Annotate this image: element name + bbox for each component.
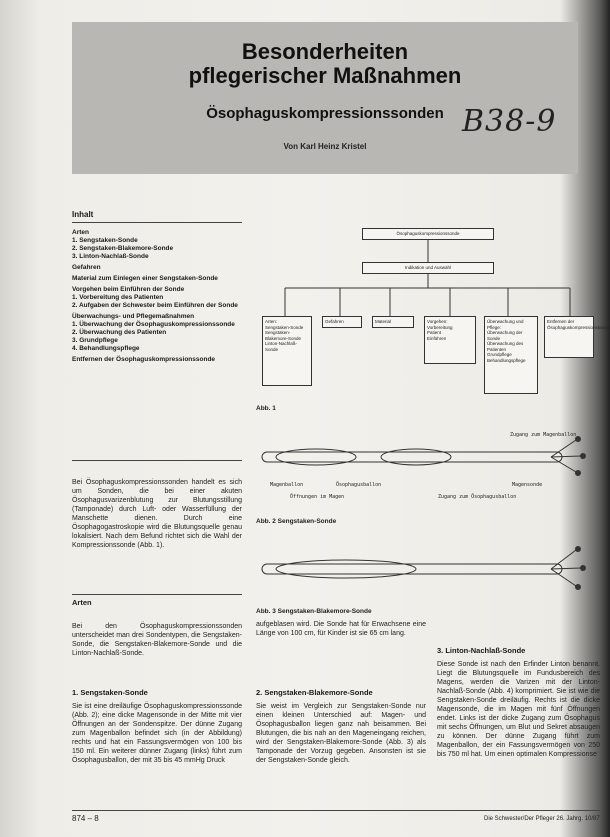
toc-entry: Arten <box>72 229 89 236</box>
intro-paragraph: Bei Ösophaguskompressionssonden handelt es sich um Sonden, die bei einer akuten Ösophagusvarizenblutung zur Blutungsstillung (Tamponade) durch Luft- oder Wasserfüllung der Manschette dienen. Durch eine Ösophagogastroskopie wird die Blutungsquelle genau lokalisiert. Nach dem Befund richtet sich die Wahl der Kompressionssonde (Abb. 1). <box>72 479 242 549</box>
arten-rule <box>72 594 242 595</box>
diagram-branch-ueberwachung: Überwachung und Pflege: Überwachung der Sonde Überwachung des Patienten Grundpflege Behandlungspflege <box>484 316 538 394</box>
diagram-branch-material: Material <box>372 316 414 328</box>
toc-entry: 1. Überwachung der Ösophaguskompressionssonde <box>72 321 235 328</box>
linton-heading: 3. Linton-Nachlaß-Sonde <box>437 646 526 655</box>
toc-bottom-rule <box>72 460 242 461</box>
diagram-second-box: Indikation und Auswahl <box>362 262 494 274</box>
handwritten-note: B38-9 <box>462 104 557 139</box>
label-zugang-oesophagus: Zugang zum Ösophagusballon <box>438 494 517 500</box>
toc-entry: Überwachungs- und Pflegemaßnahmen <box>72 313 195 320</box>
linton-text: Diese Sonde ist nach den Erfinder Linton benannt. Liegt die Blutungsquelle im Fundusbereich des Magens, werden die Varizen mit der Linton-Nachlaß-Sonde (Abb. 4) komprimiert. Sie ist wie die Sengstaken-Sonde dreiläufig. Rechts ist die dicke Magensonde, die im Magen mit fünf Öffnungen endet. Links ist der dicke Zugang zum Ösophagus mit sechs Öffnungen, um Blut und Sekret absaugen zu können. Der dünne Zugang führt zum Magenballon, der ein Fassungsvermögen von 250 bis 750 ml hat. Um einen optimalen Kompressionse <box>437 661 600 758</box>
toc-entry: 2. Aufgaben der Schwester beim Einführen der Sonde <box>72 302 238 309</box>
abb1-caption: Abb. 1 <box>256 405 276 412</box>
blakemore-text: Sie weist im Vergleich zur Sengstaken-Sonde nur einen kleinen Unterschied auf: Magen- und Ösophagusballon liegen ganz nah beisammen. Bei Blutungen, die bis nah an den Mageneingang reichen, wird der Sengstaken-Blakemore-Sonde (Abb. 3) als Tamponade der Vorzug gegeben. Ansonsten ist sie der Sengstaken-Sonde gleich. <box>256 703 426 764</box>
toc-entry: Vorgehen beim Einführen der Sonde <box>72 286 185 293</box>
diagram-branch-arten: Arten: Sengstaken-Sonde Sengstaken-Blakemore-Sonde Linton-Nachlaß-Sonde <box>262 316 312 386</box>
diagram-top-box: Ösophaguskompressionssonde <box>362 228 494 240</box>
label-oesophagusballon: Ösophagusballon <box>336 482 382 488</box>
footer-rule <box>72 810 600 811</box>
table-of-contents <box>72 210 242 364</box>
label-magensonde: Magensonde <box>512 482 543 488</box>
toc-entry: 2. Überwachung des Patienten <box>72 329 167 336</box>
toc-entry: 2. Sengstaken-Blakemore-Sonde <box>72 245 174 252</box>
abb2-caption: Abb. 2 Sengstaken-Sonde <box>256 518 337 525</box>
title-line-1: Besonderheiten <box>241 39 409 64</box>
diagram-branch-vorgehen: Vorgehen: Vorbereitung Patient Einführen <box>424 316 476 364</box>
toc-entries <box>72 229 242 364</box>
diagram-branch-entfernen: Entfernen der Ösophaguskompressionssonde <box>544 316 594 358</box>
label-oeffnungen: Öffnungen im Magen <box>290 494 345 500</box>
diagram-connectors <box>250 238 600 318</box>
subtitle: Ösophaguskompressionssonden <box>206 105 444 122</box>
col2-top-text: aufgeblasen wird. Die Sonde hat für Erwachsene eine Länge von 100 cm, für Kinder ist sie 65 cm lang. <box>256 621 426 637</box>
journal-footer: Die Schwester/Der Pfleger 26. Jahrg. 10/87 <box>484 816 600 822</box>
arten-text: Bei den Ösophaguskompressionssonden unterscheidet man drei Sondentypen, die Sengstaken-Sonde, die Sengstaken-Blakemore-Sonde und die Linton-Nachlaß-Sonde. <box>72 623 242 657</box>
author: Von Karl Heinz Kristel <box>283 142 367 151</box>
sengstaken-text: Sie ist eine dreiläufige Ösophaguskompressionssonde (Abb. 2); eine dicke Magensonde in der Mitte mit vier Öffnungen an der Sondenspitze. Der dünne Zugang zum Magenballon befindet sich (in der Abbildung) rechts und hat ein Fassungsvermögen von 100 bis 150 ml. Ein weiterer dünner Zugang (links) führt zum Ösophagusballon, der mit 35 bis 45 mmHg Druck <box>72 703 242 764</box>
toc-entry: Material zum Einlegen einer Sengstaken-Sonde <box>72 275 218 282</box>
abb3-illustration <box>256 534 596 604</box>
toc-entry: 1. Sengstaken-Sonde <box>72 237 138 244</box>
arten-heading: Arten <box>72 598 92 607</box>
page-number: 874 – 8 <box>72 814 99 823</box>
toc-entry: 3. Linton-Nachlaß-Sonde <box>72 253 149 260</box>
blakemore-heading: 2. Sengstaken-Blakemore-Sonde <box>256 688 373 697</box>
label-zugang-magen: Zugang zum Magenballon <box>510 432 577 438</box>
abb3-caption: Abb. 3 Sengstaken-Blakemore-Sonde <box>256 608 372 615</box>
toc-heading: Inhalt <box>72 210 242 223</box>
title-line-2: pflegerischer Maßnahmen <box>188 63 462 88</box>
abb2-illustration <box>256 428 596 504</box>
toc-entry: 4. Behandlungspflege <box>72 345 140 352</box>
label-magenballon: Magenballon <box>270 482 304 488</box>
diagram-branch-gefahren: Gefahren <box>322 316 362 328</box>
toc-entry: 1. Vorbereitung des Patienten <box>72 294 164 301</box>
toc-entry: Entfernen der Ösophaguskompressionssonde <box>72 356 216 363</box>
toc-entry: Gefahren <box>72 264 101 271</box>
toc-entry: 3. Grundpflege <box>72 337 118 344</box>
sengstaken-heading: 1. Sengstaken-Sonde <box>72 688 148 697</box>
